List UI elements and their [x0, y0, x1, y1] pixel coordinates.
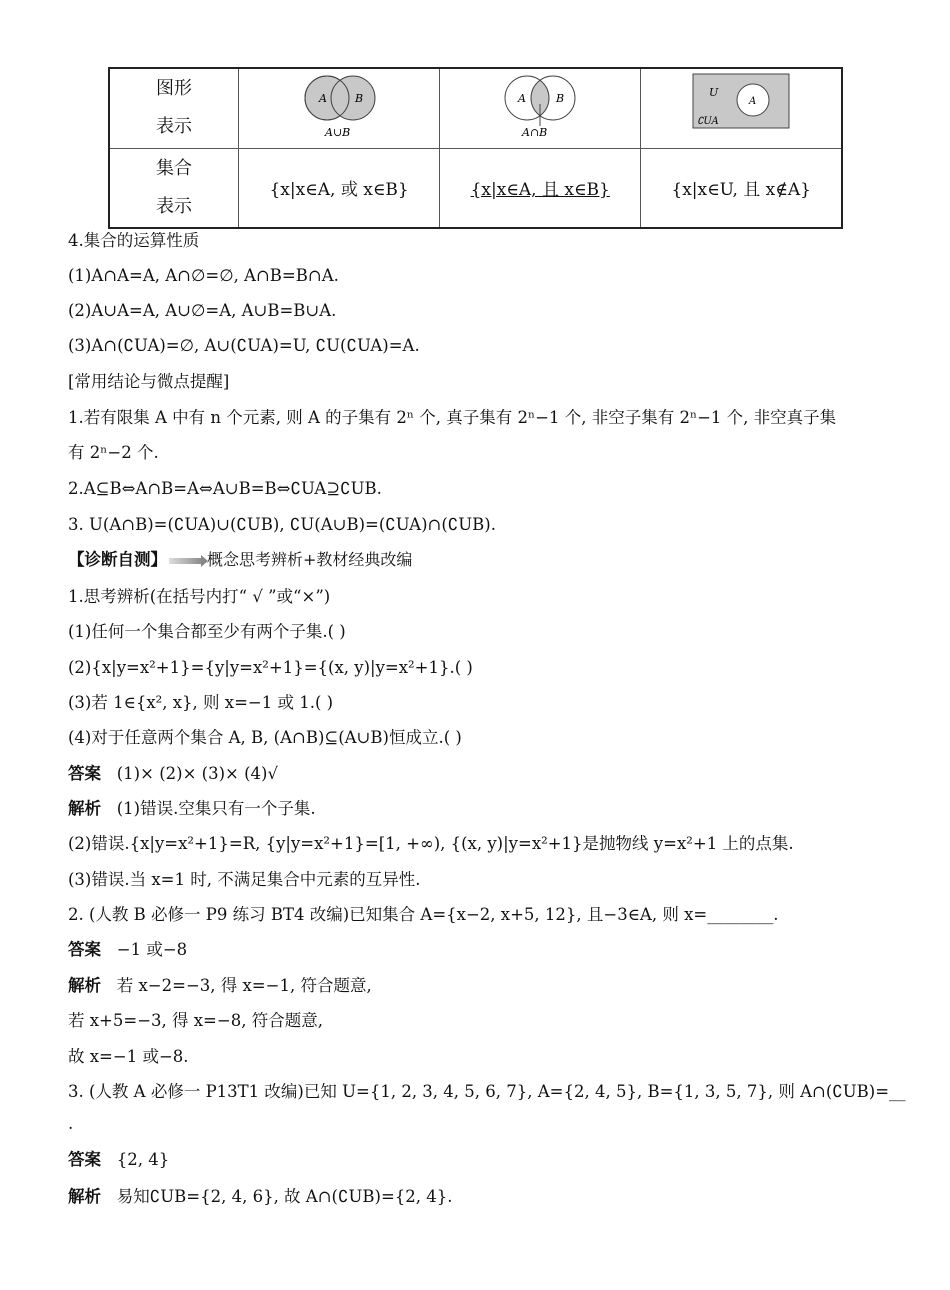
set-notation: {x|x∈A, 且 x∈B}	[470, 180, 610, 201]
text-line: .	[68, 1114, 74, 1133]
analysis-label: 解析	[68, 976, 101, 995]
text-line: (3)A∩(∁UA)=∅, A∪(∁UA)=U, ∁U(∁UA)=A.	[68, 336, 420, 355]
analysis-label: 解析	[68, 1187, 101, 1206]
venn-complement-cell	[641, 68, 842, 148]
venn-label: U	[709, 85, 719, 99]
answer-line	[68, 1148, 169, 1172]
venn-label: A	[319, 91, 328, 105]
analysis-label: 解析	[68, 799, 101, 818]
label-text: 表示	[156, 116, 192, 138]
text-line: 若 x+5=−3, 得 x=−8, 符合题意,	[68, 1011, 323, 1030]
text-line: (2)A∪A=A, A∪∅=A, A∪B=B∪A.	[68, 301, 337, 320]
set-intersection-cell	[440, 148, 641, 228]
answer-label: 答案	[68, 764, 101, 783]
analysis-text: (1)错误.空集只有一个子集.	[116, 799, 316, 818]
text-line: (3)错误.当 x=1 时, 不满足集合中元素的互异性.	[68, 870, 421, 889]
label-text: 表示	[156, 195, 192, 217]
set-union-cell	[239, 148, 440, 228]
venn-caption: ∁UA	[697, 115, 719, 127]
row-label-graph	[109, 68, 239, 148]
venn-complement-diagram	[671, 70, 811, 142]
answer-label: 答案	[68, 1150, 101, 1169]
set-notation: {x|x∈A, 或 x∈B}	[269, 180, 409, 201]
label-text: 集合	[156, 157, 192, 179]
label-text: 图形	[156, 78, 192, 100]
analysis-line	[68, 974, 372, 998]
text-line: 有 2ⁿ−2 个.	[68, 443, 159, 462]
venn-intersection-diagram	[470, 70, 610, 142]
venn-label: B	[355, 91, 364, 105]
text-line: (1)任何一个集合都至少有两个子集.( )	[68, 622, 346, 641]
row-label-set	[109, 148, 239, 228]
venn-caption: A∩B	[522, 125, 548, 139]
text-line: (3)若 1∈{x², x}, 则 x=−1 或 1.( )	[68, 693, 334, 712]
analysis-line	[68, 797, 316, 821]
analysis-text: 易知∁UB={2, 4, 6}, 故 A∩(∁UB)={2, 4}.	[116, 1187, 453, 1206]
venn-union-diagram	[269, 70, 409, 142]
answer-label: 答案	[68, 940, 101, 959]
diagnostic-heading	[68, 548, 412, 572]
set-complement-cell	[641, 148, 842, 228]
answer-text: {2, 4}	[116, 1150, 170, 1169]
arrow-icon	[169, 558, 203, 564]
venn-label: B	[556, 91, 565, 105]
venn-label: A	[749, 95, 757, 107]
text-line: (2)错误.{x|y=x²+1}=R, {y|y=x²+1}=[1, +∞), {(x, y)|y=x²+1}是抛物线 y=x²+1 上的点集.	[68, 834, 794, 853]
text-line: 1.思考辨析(在括号内打“ √ ”或“×”)	[68, 587, 331, 606]
text-line: 2. (人教 B 必修一 P9 练习 BT4 改编)已知集合 A={x−2, x+5, 12}, 且−3∈A, 则 x=________.	[68, 905, 779, 924]
venn-caption: A∪B	[325, 125, 351, 139]
text-line: (2){x|y=x²+1}={y|y=x²+1}={(x, y)|y=x²+1}.( )	[68, 658, 473, 677]
diagnostic-title: 【诊断自测】	[68, 550, 167, 569]
diagnostic-subtitle: 概念思考辨析+教材经典改编	[207, 550, 413, 569]
set-operations-table	[108, 67, 843, 229]
text-line: (4)对于任意两个集合 A, B, (A∩B)⊆(A∪B)恒成立.( )	[68, 728, 462, 747]
text-line: 故 x=−1 或−8.	[68, 1047, 189, 1066]
venn-label: A	[518, 91, 527, 105]
answer-text: (1)× (2)× (3)× (4)√	[116, 764, 278, 783]
set-notation: {x|x∈U, 且 x∉A}	[671, 180, 811, 201]
answer-line	[68, 762, 278, 786]
text-line: 2.A⊆B⇔A∩B=A⇔A∪B=B⇔∁UA⊇∁UB.	[68, 479, 382, 498]
text-line: 3. U(A∩B)=(∁UA)∪(∁UB), ∁U(A∪B)=(∁UA)∩(∁UB).	[68, 515, 496, 534]
text-line: 3. (人教 A 必修一 P13T1 改编)已知 U={1, 2, 3, 4, 5, 6, 7}, A={2, 4, 5}, B={1, 3, 5, 7}, 则 A∩(∁UB)=__	[68, 1082, 906, 1101]
answer-text: −1 或−8	[116, 940, 188, 959]
venn-intersection-cell	[440, 68, 641, 148]
section-heading: [常用结论与微点提醒]	[68, 372, 230, 391]
answer-line	[68, 938, 187, 962]
text-line: (1)A∩A=A, A∩∅=∅, A∩B=B∩A.	[68, 266, 339, 285]
analysis-line	[68, 1185, 453, 1209]
text-line: 1.若有限集 A 中有 n 个元素, 则 A 的子集有 2ⁿ 个, 真子集有 2ⁿ−1 个, 非空子集有 2ⁿ−1 个, 非空真子集	[68, 408, 837, 427]
venn-union-cell	[239, 68, 440, 148]
analysis-text: 若 x−2=−3, 得 x=−1, 符合题意,	[116, 976, 372, 995]
text-line: 4.集合的运算性质	[68, 231, 200, 250]
